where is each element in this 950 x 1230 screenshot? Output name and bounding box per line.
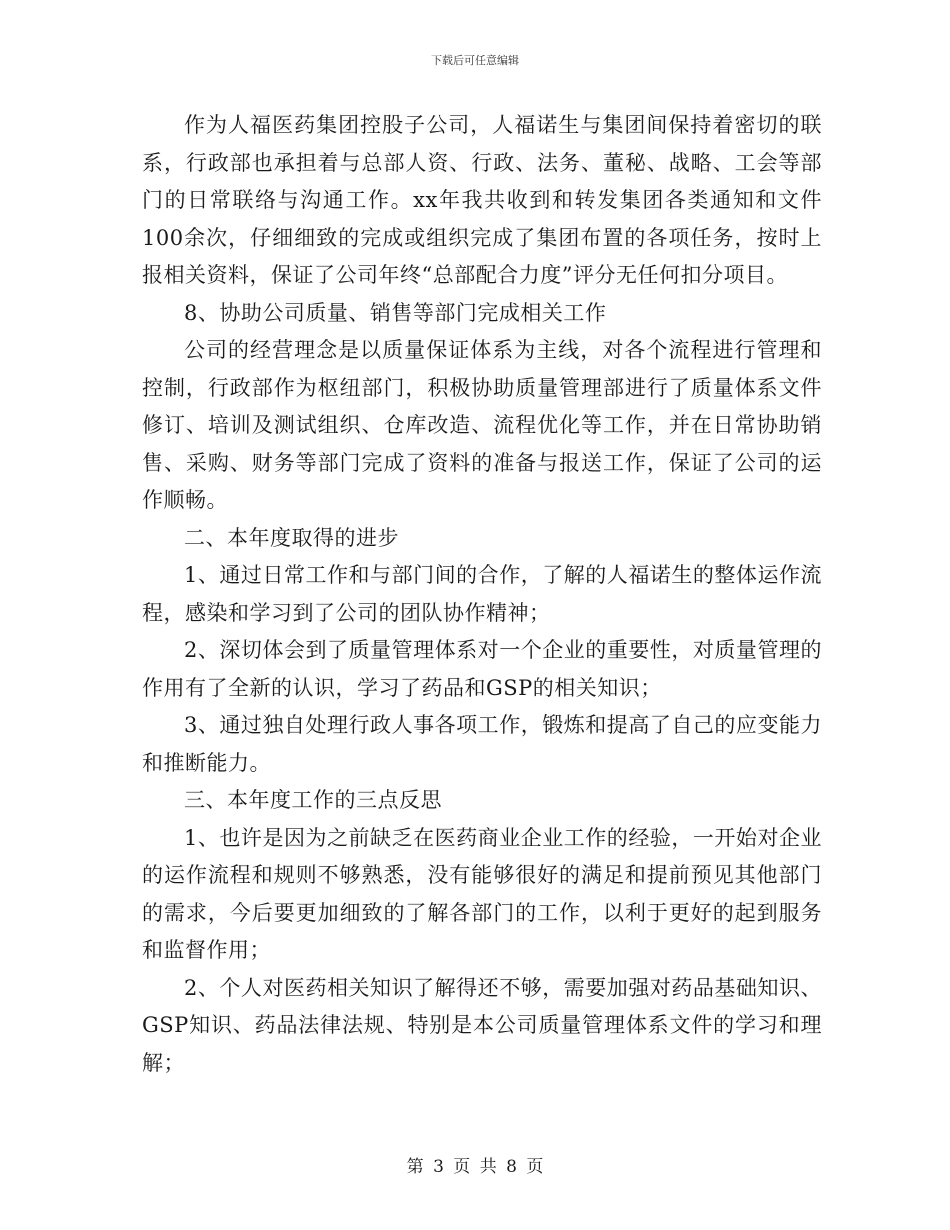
page-number-footer: 第 3 页 共 8 页	[406, 1157, 544, 1177]
section-heading-progress: 二、本年度取得的进步	[184, 525, 399, 550]
section-heading-reflection: 三、本年度工作的三点反思	[184, 788, 442, 812]
heading-item-8: 8、协助公司质量、销售等部门完成相关工作	[184, 300, 607, 325]
page-header-note: 下载后可任意编辑	[431, 54, 519, 67]
paragraph-quality-support: 公司的经营理念是以质量保证体系为主线，对各个流程进行管理和控制，行政部作为枢纽部门，积极协助质量管理部进行了质量体系文件修订、培训及测试组织、仓库改造、流程优化等工作，并在日常协助销售、采购、财务等部门完成了资料的准备与报送工作，保证了公司的运作顺畅。	[142, 338, 822, 512]
list-item-reflection-2: 2、个人对医药相关知识了解得还不够，需要加强对药品基础知识、GSP知识、药品法律法规、特别是本公司质量管理体系文件的学习和理解；	[142, 975, 822, 1075]
document-body	[142, 107, 822, 1082]
list-item-progress-1: 1、通过日常工作和与部门间的合作，了解的人福诺生的整体运作流程，感染和学习到了公司的团队协作精神；	[142, 563, 822, 625]
paragraph-group-liaison: 作为人福医药集团控股子公司，人福诺生与集团间保持着密切的联系，行政部也承担着与总部人资、行政、法务、董秘、战略、工会等部门的日常联络与沟通工作。xx年我共收到和转发集团各类通知和文件100余次，仔细细致的完成或组织完成了集团布置的各项任务，按时上报相关资料，保证了公司年终“总部配合力度”评分无任何扣分项目。	[142, 113, 822, 287]
list-item-progress-2: 2、深切体会到了质量管理体系对一个企业的重要性，对质量管理的作用有了全新的认识，学习了药品和GSP的相关知识；	[142, 638, 822, 700]
list-item-reflection-1: 1、也许是因为之前缺乏在医药商业企业工作的经验，一开始对企业的运作流程和规则不够熟悉，没有能够很好的满足和提前预见其他部门的需求，今后要更加细致的了解各部门的工作，以利于更好的起到服务和监督作用；	[142, 825, 822, 962]
list-item-progress-3: 3、通过独自处理行政人事各项工作，锻炼和提高了自己的应变能力和推断能力。	[142, 713, 822, 775]
